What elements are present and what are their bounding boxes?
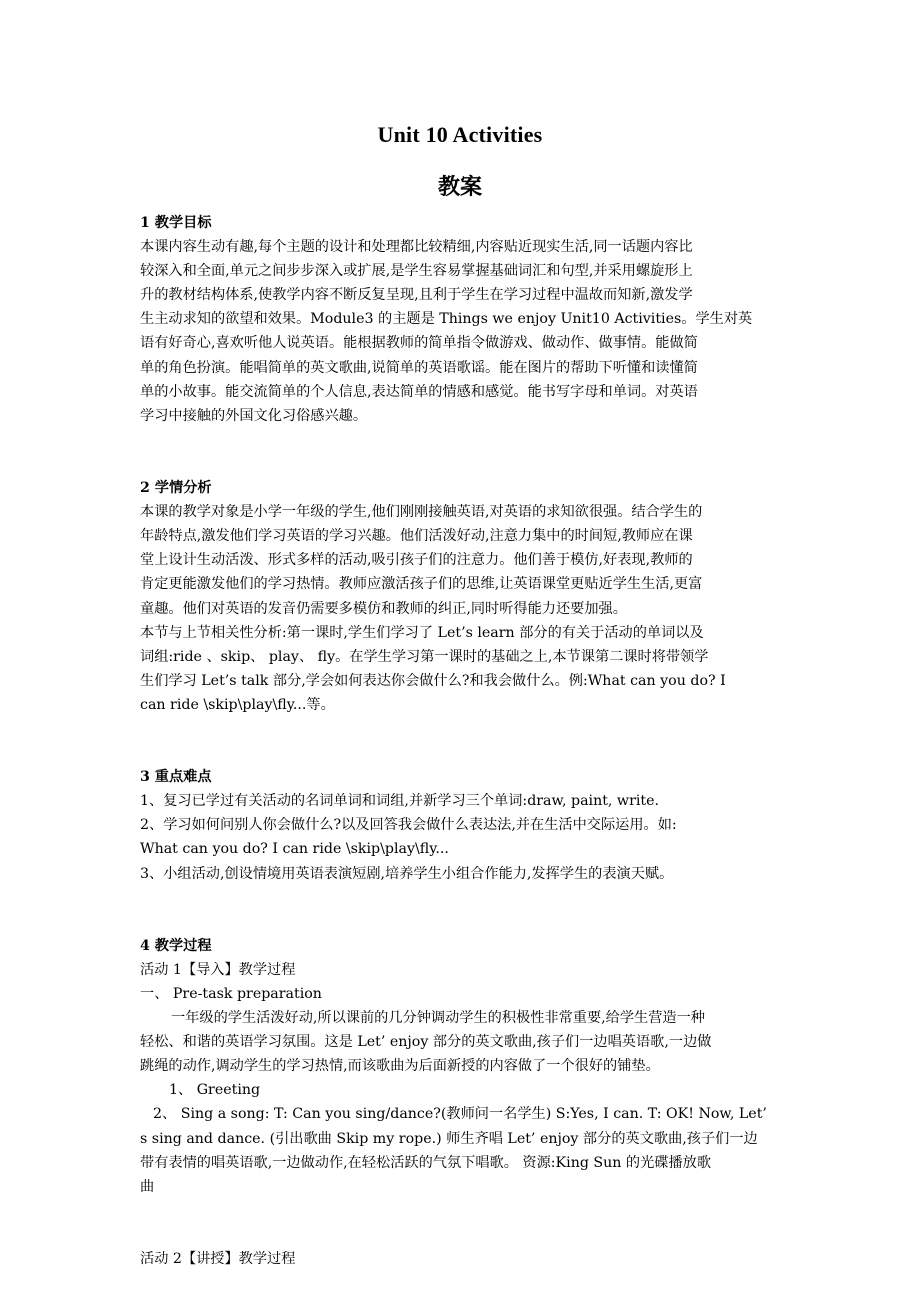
- section-heading-process: 4 教学过程: [140, 937, 212, 954]
- spacer: [140, 717, 785, 741]
- paragraph-line: 童趣。他们对英语的发音仍需要多模仿和教师的纠正,同时听得能力还要加强。: [140, 600, 627, 617]
- greeting-step: 1、 Greeting: [169, 1082, 261, 1099]
- paragraph-line: 单的小故事。能交流简单的个人信息,表达简单的情感和感觉。能书写字母和单词。对英语: [140, 383, 698, 400]
- section-heading-goals: 1 教学目标: [140, 215, 212, 231]
- section-heading-analysis: 2 学情分析: [140, 480, 212, 497]
- paragraph-line: 带有表情的唱英语歌,一边做动作,在轻松活跃的气氛下唱歌。 资源:King Sun 的光碟播放歌: [140, 1154, 712, 1171]
- document-title: Unit 10 Activities: [377, 122, 543, 147]
- paragraph-line: 较深入和全面,单元之间步步深入或扩展,是学生容易掌握基础词汇和句型,并采用螺旋形上: [140, 263, 693, 280]
- spacer: [140, 1199, 785, 1223]
- paragraph-line: 一年级的学生活泼好动,所以课前的几分钟调动学生的积极性非常重要,给学生营造一种: [171, 1010, 705, 1027]
- spacer: [140, 741, 785, 765]
- pre-task-heading: 一、 Pre-task preparation: [140, 986, 322, 1002]
- paragraph-line: 3、小组活动,创设情境用英语表演短剧,培养学生小组合作能力,发挥学生的表演天赋。: [140, 865, 674, 882]
- paragraph-line: 学习中接触的外国文化习俗感兴趣。: [140, 407, 368, 424]
- paragraph-line: 2、学习如何问别人你会做什么?以及回答我会做什么表达法,并在生活中交际运用。如:: [140, 817, 677, 834]
- paragraph-line: 1、复习已学过有关活动的名词单词和词组,并新学习三个单词:draw, paint, write.: [140, 793, 660, 810]
- paragraph-line: 年龄特点,激发他们学习英语的学习兴趣。他们活泼好动,注意力集中的时间短,教师应在课: [140, 528, 693, 545]
- spacer: [140, 910, 785, 934]
- section-heading-key-points: 3 重点难点: [140, 769, 212, 786]
- paragraph-line: 生主动求知的欲望和效果。Module3 的主题是 Things we enjoy Unit10 Activities。学生对英: [140, 311, 753, 328]
- paragraph-line: can ride \skip\play\fly...等。: [140, 696, 335, 713]
- document-body: [140, 211, 785, 1271]
- paragraph-line: 堂上设计生动活泼、形式多样的活动,吸引孩子们的注意力。他们善于模仿,好表现,教师的: [140, 552, 693, 569]
- paragraph-line: 轻松、和谐的英语学习氛围。这是 Let’ enjoy 部分的英文歌曲,孩子们一边唱英语歌,一边做: [140, 1034, 712, 1051]
- spacer: [140, 1223, 785, 1247]
- spacer: [140, 886, 785, 910]
- paragraph-line: 本课的教学对象是小学一年级的学生,他们刚刚接触英语,对英语的求知欲很强。结合学生的: [140, 504, 703, 521]
- paragraph-line: 词组:ride 、skip、 play、 fly。在学生学习第一课时的基础之上,本节课第二课时将带领学: [140, 648, 709, 665]
- paragraph-line: 曲: [140, 1178, 155, 1195]
- paragraph-line: 本课内容生动有趣,每个主题的设计和处理都比较精细,内容贴近现实生活,同一话题内容比: [140, 239, 693, 256]
- spacer: [140, 428, 785, 452]
- activity-2-label: 活动 2【讲授】教学过程: [140, 1251, 296, 1268]
- paragraph-line: s sing and dance. (引出歌曲 Skip my rope.) 师生齐唱 Let’ enjoy 部分的英文歌曲,孩子们一边: [140, 1130, 758, 1147]
- paragraph-line: 语有好奇心,喜欢听他人说英语。能根据教师的简单指令做游戏、做动作、做事情。能做简: [140, 335, 698, 352]
- activity-1-label: 活动 1【导入】教学过程: [140, 961, 296, 978]
- paragraph-line: What can you do? I can ride \skip\play\fly...: [140, 841, 449, 858]
- paragraph-line: 肯定更能激发他们的学习热情。教师应激活孩子们的思维,让英语课堂更贴近学生生活,更富: [140, 576, 703, 593]
- paragraph-line: 单的角色扮演。能唱简单的英文歌曲,说简单的英语歌谣。能在图片的帮助下听懂和读懂简: [140, 359, 698, 376]
- spacer: [140, 452, 785, 476]
- document-subtitle: 教案: [437, 174, 482, 200]
- paragraph-line: 本节与上节相关性分析:第一课时,学生们学习了 Let’s learn 部分的有关于活动的单词以及: [140, 624, 704, 641]
- paragraph-line: 升的教材结构体系,使教学内容不断反复呈现,且利于学生在学习过程中温故而知新,激发学: [140, 287, 693, 304]
- paragraph-line: 跳绳的动作,调动学生的学习热情,而该歌曲为后面新授的内容做了一个很好的铺垫。: [140, 1058, 660, 1075]
- song-step-line: 2、 Sing a song: T: Can you sing/dance?(教师问一名学生) S:Yes, I can. T: OK! Now, Let’: [153, 1106, 767, 1123]
- paragraph-line: 生们学习 Let’s talk 部分,学会如何表达你会做什么?和我会做什么。例:What can you do? I: [140, 672, 726, 689]
